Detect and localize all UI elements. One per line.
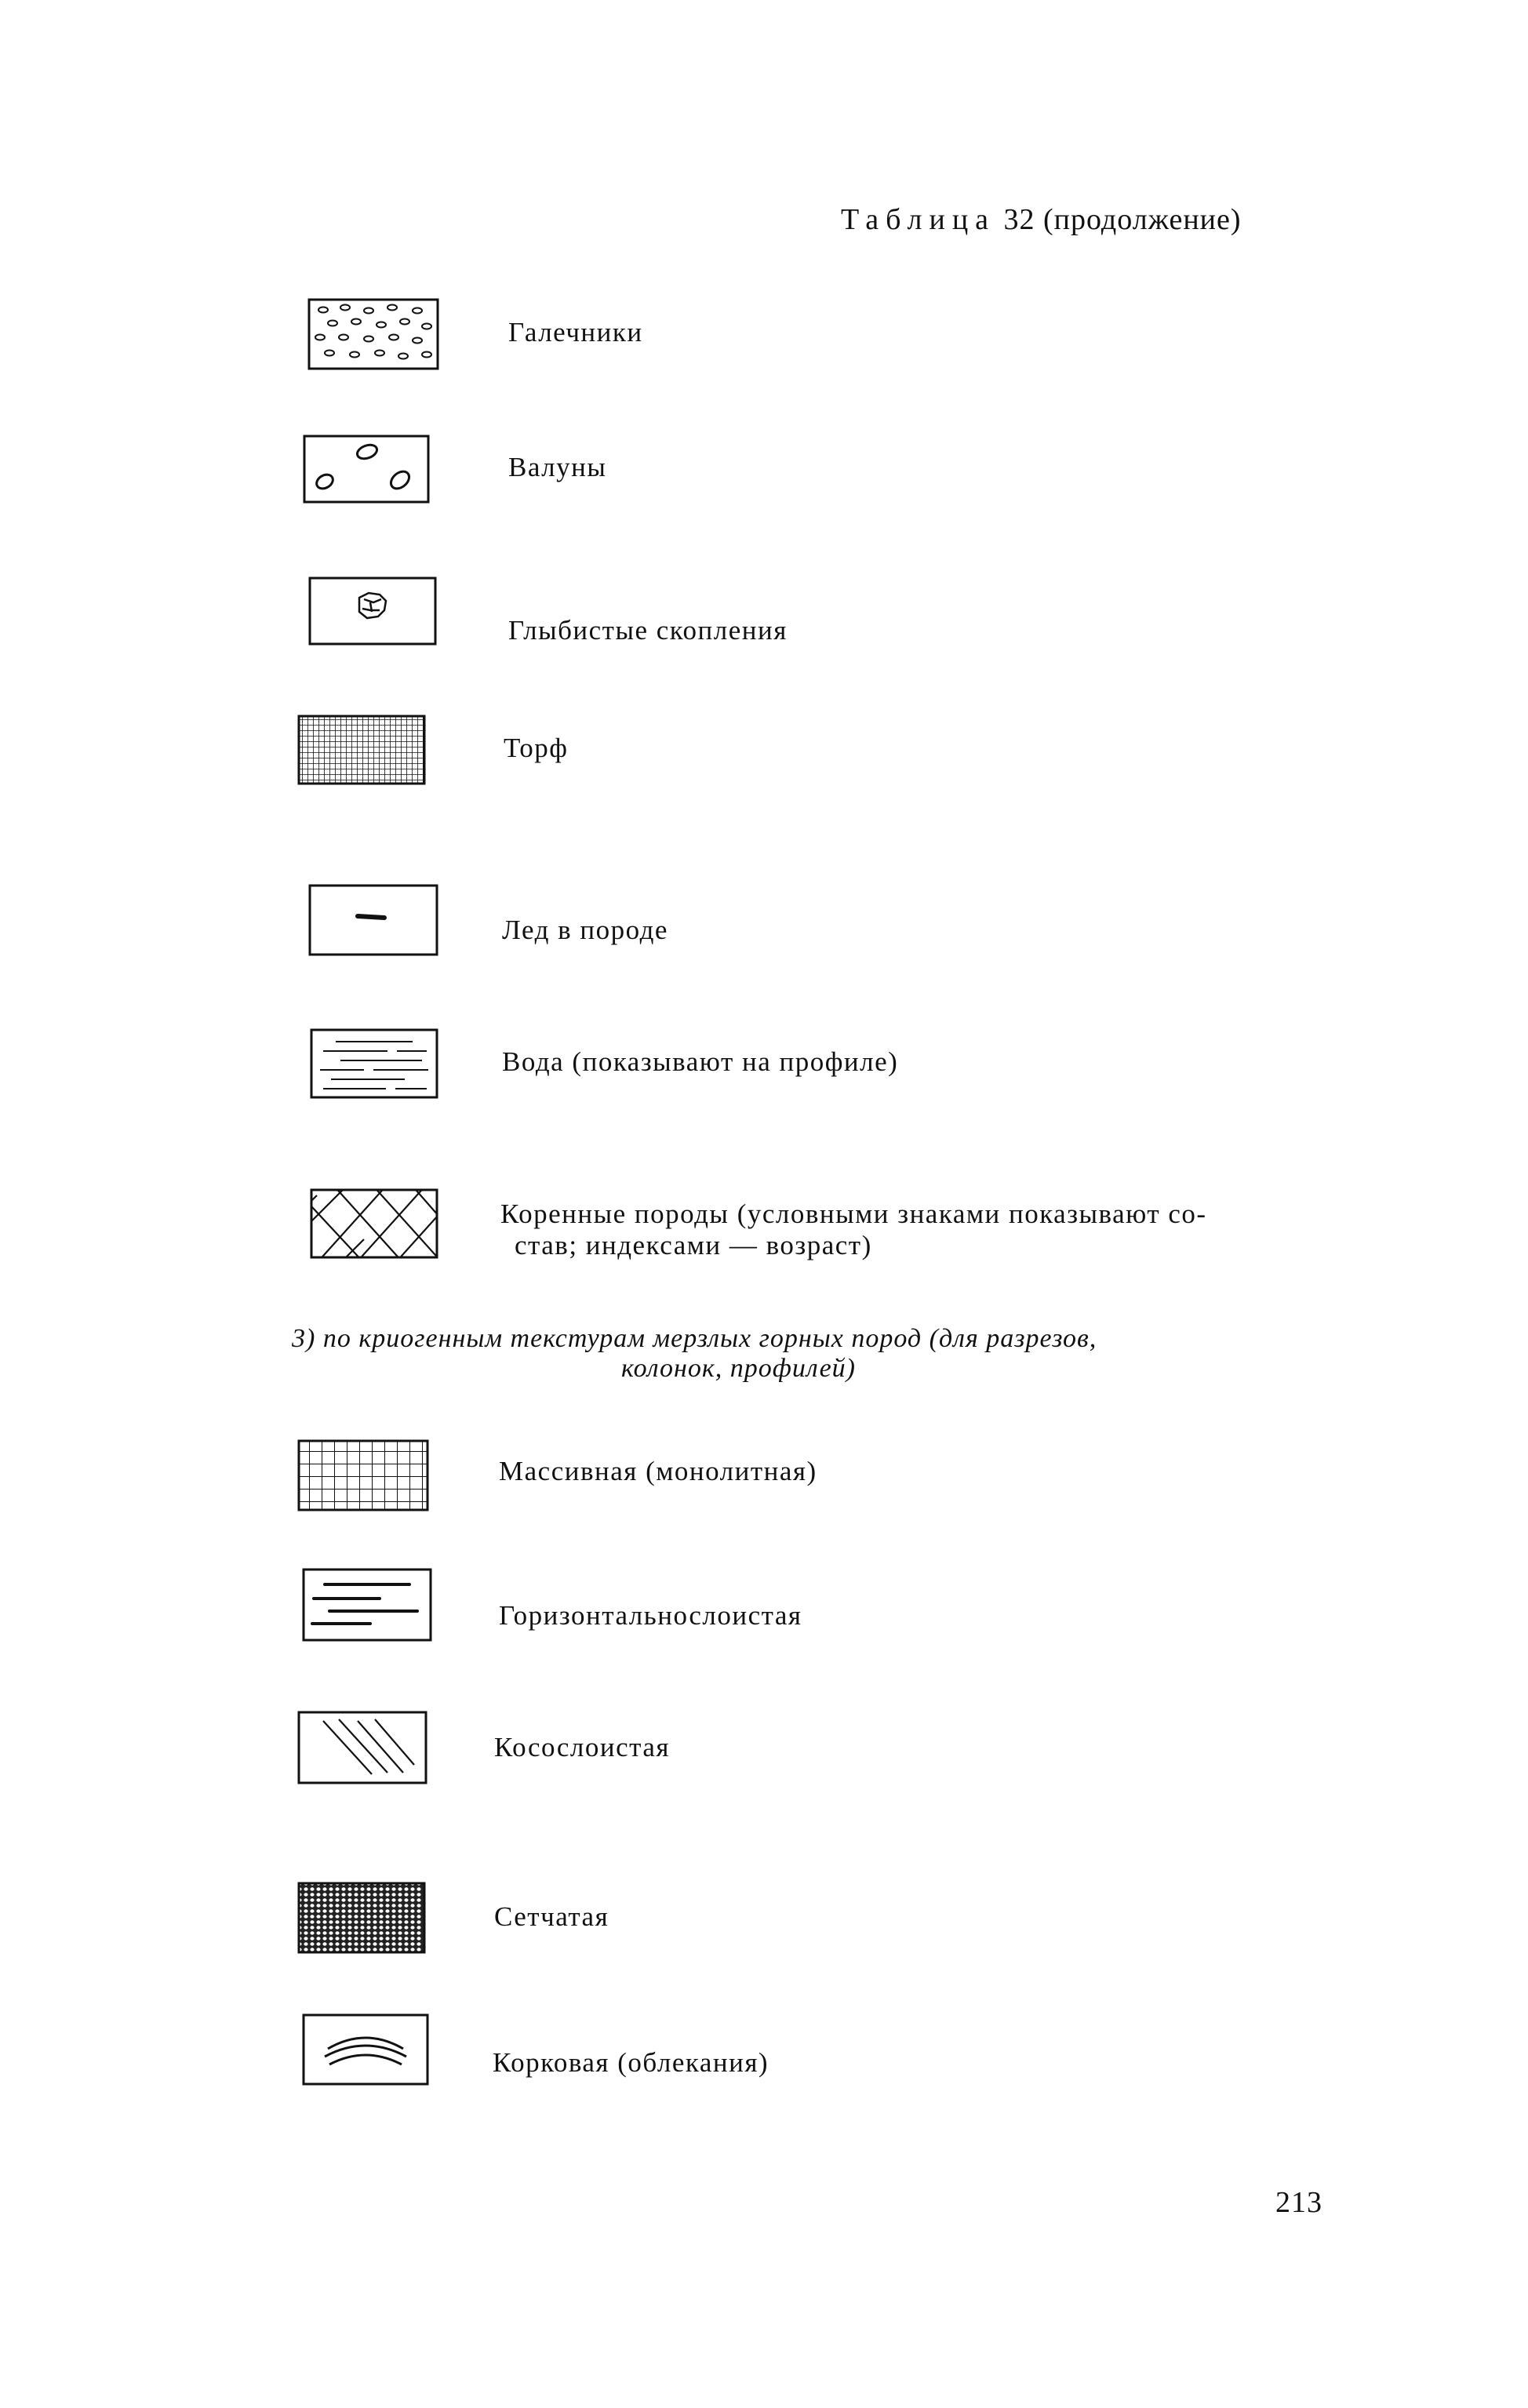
ice-dash-icon xyxy=(307,883,439,958)
legend-label-bedrock xyxy=(500,1199,1285,1261)
legend-label-boulders: Валуны xyxy=(508,452,607,482)
caption-word: Таблица xyxy=(841,203,996,236)
legend-label-peat: Торф xyxy=(504,733,569,763)
bedrock-label-line2: став; индексами — возраст) xyxy=(515,1230,872,1260)
section-subheading xyxy=(292,1324,1233,1384)
pebbles-icon xyxy=(307,298,439,370)
legend-label-horizontal: Горизонтальнослоистая xyxy=(499,1600,802,1631)
legend-label-oblique: Косослоистая xyxy=(494,1732,671,1762)
legend-label-crust: Корковая (облекания) xyxy=(493,2047,769,2078)
boulders-icon xyxy=(301,433,433,507)
crust-arcs-icon xyxy=(301,2013,431,2088)
block-accumulation-icon xyxy=(307,576,439,648)
bedrock-label-line1: Коренные породы (условными знаками показывают со- xyxy=(500,1199,1207,1229)
legend-label-reticulate: Сетчатая xyxy=(494,1901,609,1932)
caption-rest: 32 (продолжение) xyxy=(1003,203,1242,236)
page-number: 213 xyxy=(1275,2186,1322,2219)
horizontal-layers-icon xyxy=(301,1567,433,1642)
legend-label-blocks: Глыбистые скопления xyxy=(508,615,788,646)
reticulate-icon xyxy=(297,1881,428,1956)
legend-label-massive: Массивная (монолитная) xyxy=(499,1456,817,1486)
legend-label-ice: Лед в породе xyxy=(502,915,668,945)
legend-label-pebbles: Галечники xyxy=(508,317,643,347)
water-lines-icon xyxy=(309,1028,441,1101)
peat-grid-icon xyxy=(297,714,428,788)
subheading-line2: колонок, профилей) xyxy=(621,1354,856,1383)
massive-grid-icon xyxy=(297,1439,430,1514)
subheading-line1: 3) по криогенным текстурам мерзлых горных пород (для разрезов, xyxy=(292,1324,1097,1353)
legend-label-water: Вода (показывают на профиле) xyxy=(502,1046,899,1077)
bedrock-hatch-icon xyxy=(309,1188,441,1261)
table-caption xyxy=(841,202,1242,237)
oblique-layers-icon xyxy=(297,1710,430,1787)
